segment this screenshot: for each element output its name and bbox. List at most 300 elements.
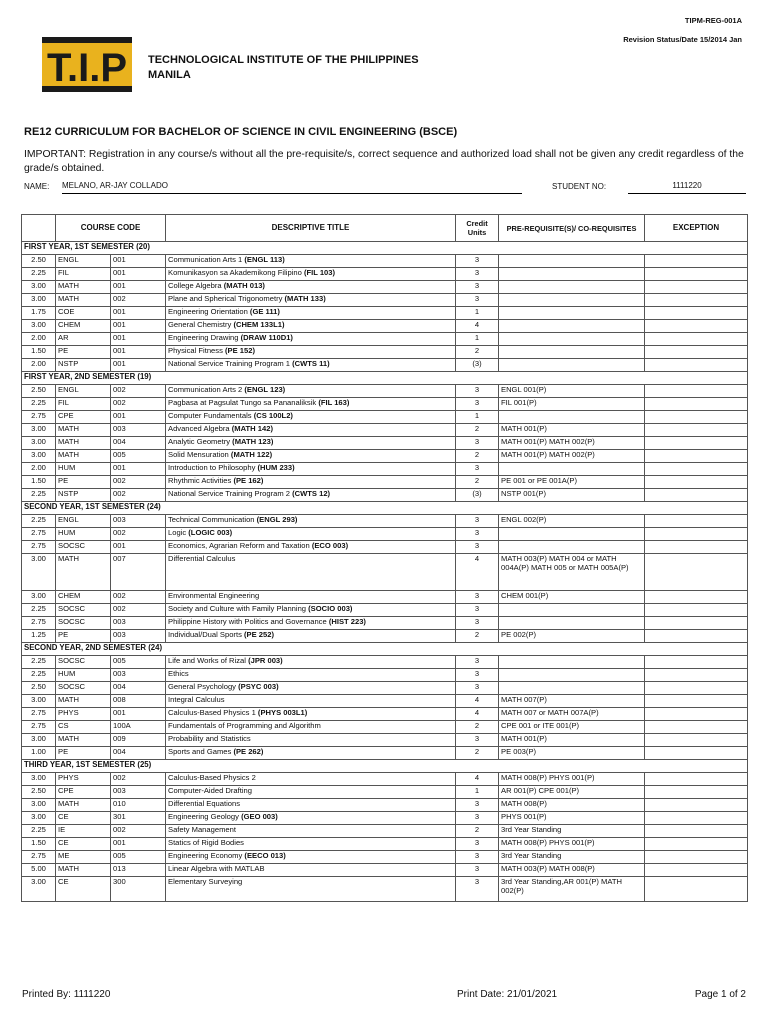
descriptive-title-cell (166, 656, 456, 669)
table-row (22, 682, 748, 695)
prerequisite-cell: 3rd Year Standing (499, 851, 645, 864)
credit-units-cell: 1 (456, 307, 499, 320)
subject-cell: SOCSC (56, 617, 111, 630)
table-row (22, 812, 748, 825)
course-title: Fundamentals of Programming and Algorithm (168, 721, 321, 730)
subject-cell: MATH (56, 450, 111, 463)
prerequisite-cell: MATH 008(P) (499, 799, 645, 812)
credit-units-cell: 3 (456, 385, 499, 398)
grade-cell: 1.75 (22, 307, 56, 320)
course-title: Analytic Geometry (168, 437, 231, 446)
subject-cell: CS (56, 721, 111, 734)
grade-column-header (22, 215, 56, 242)
student-no: 1111220 (628, 180, 746, 194)
exception-cell (645, 838, 748, 851)
credit-units-cell: 4 (456, 320, 499, 333)
descriptive-title-cell (166, 450, 456, 463)
credit-units-cell: 1 (456, 411, 499, 424)
course-title: Ethics (168, 669, 189, 678)
table-row (22, 591, 748, 604)
table-row (22, 864, 748, 877)
page-number: Page 1 of 2 (694, 989, 746, 1000)
course-old-code: (ENGL 113) (244, 255, 285, 264)
subject-cell: HUM (56, 463, 111, 476)
prerequisite-cell: 3rd Year Standing (499, 825, 645, 838)
grade-cell: 3.00 (22, 799, 56, 812)
table-row (22, 320, 748, 333)
course-old-code: (MATH 122) (230, 450, 273, 459)
prerequisite-cell (499, 669, 645, 682)
course-old-code: (HIST 223) (328, 617, 366, 626)
semester-title: SECOND YEAR, 1ST SEMESTER (24) (22, 502, 748, 515)
credit-units-cell: 3 (456, 617, 499, 630)
credit-units-cell: 4 (456, 773, 499, 786)
course-number-cell: 003 (111, 617, 166, 630)
course-number-cell: 004 (111, 747, 166, 760)
subject-cell: SOCSC (56, 656, 111, 669)
course-old-code: (CS 100L2) (253, 411, 293, 420)
subject-cell: PE (56, 476, 111, 489)
course-old-code: (PE 252) (244, 630, 274, 639)
course-title: Differential Equations (168, 799, 241, 808)
student-no-label: STUDENT NO: (552, 182, 607, 191)
table-row (22, 799, 748, 812)
credit-units-cell: 3 (456, 851, 499, 864)
table-row (22, 307, 748, 320)
course-title: Safety Management (168, 825, 236, 834)
prerequisite-cell: MATH 008(P) PHYS 001(P) (499, 773, 645, 786)
course-title: Computer Fundamentals (168, 411, 252, 420)
course-title: Engineering Drawing (168, 333, 239, 342)
course-old-code: (GEO 003) (241, 812, 278, 821)
prerequisite-cell (499, 281, 645, 294)
prerequisite-cell: MATH 007 or MATH 007A(P) (499, 708, 645, 721)
document-title: RE12 CURRICULUM FOR BACHELOR OF SCIENCE IN CIVIL ENGINEERING (BSCE) (24, 126, 458, 138)
course-title: Komunikasyon sa Akademikong Filipino (168, 268, 302, 277)
prerequisite-cell: FIL 001(P) (499, 398, 645, 411)
subject-cell: ENGL (56, 255, 111, 268)
table-row (22, 554, 748, 591)
credit-units-cell: 3 (456, 812, 499, 825)
course-title: College Algebra (168, 281, 222, 290)
logo-lettering: T.I.P (46, 46, 128, 90)
subject-cell: MATH (56, 437, 111, 450)
credit-units-cell: 2 (456, 346, 499, 359)
subject-cell: SOCSC (56, 682, 111, 695)
exception-cell (645, 812, 748, 825)
exception-cell (645, 463, 748, 476)
prerequisites-header: PRE-REQUISITE(S)/ CO-REQUISITES (499, 215, 645, 242)
subject-cell: PE (56, 630, 111, 643)
course-old-code: (PE 262) (233, 747, 264, 756)
prerequisite-cell (499, 359, 645, 372)
exception-cell (645, 669, 748, 682)
descriptive-title-cell (166, 307, 456, 320)
student-name: MELANO, AR-JAY COLLADO (62, 180, 522, 194)
descriptive-title-cell (166, 877, 456, 902)
subject-cell: MATH (56, 799, 111, 812)
grade-cell: 2.25 (22, 825, 56, 838)
course-number-cell: 005 (111, 450, 166, 463)
table-row (22, 708, 748, 721)
table-row (22, 489, 748, 502)
descriptive-title-cell (166, 669, 456, 682)
exception-cell (645, 411, 748, 424)
descriptive-title-cell (166, 294, 456, 307)
prerequisite-cell (499, 682, 645, 695)
descriptive-title-cell (166, 812, 456, 825)
tip-logo (42, 37, 132, 92)
descriptive-title-cell (166, 630, 456, 643)
institute-name: TECHNOLOGICAL INSTITUTE OF THE PHILIPPINES MANILA (148, 54, 419, 81)
course-number-cell: 100A (111, 721, 166, 734)
course-title: Computer-Aided Drafting (168, 786, 252, 795)
grade-cell: 3.00 (22, 734, 56, 747)
course-number-cell: 001 (111, 268, 166, 281)
credit-units-cell: (3) (456, 359, 499, 372)
descriptive-title-cell (166, 424, 456, 437)
credit-units-cell: 2 (456, 747, 499, 760)
course-title: Individual/Dual Sports (168, 630, 242, 639)
table-row (22, 281, 748, 294)
course-title: Sports and Games (168, 747, 232, 756)
subject-cell: ENGL (56, 515, 111, 528)
table-row (22, 463, 748, 476)
exception-cell (645, 476, 748, 489)
course-number-cell: 004 (111, 437, 166, 450)
course-old-code: (SOCIO 003) (308, 604, 353, 613)
course-number-cell: 002 (111, 489, 166, 502)
credit-units-cell: 3 (456, 682, 499, 695)
semester-header-row (22, 502, 748, 515)
subject-cell: CHEM (56, 591, 111, 604)
name-label: NAME: (24, 182, 50, 191)
course-old-code: (ENGL 293) (256, 515, 298, 524)
subject-cell: PE (56, 346, 111, 359)
subject-cell: MATH (56, 864, 111, 877)
course-old-code: (CHEM 133L1) (233, 320, 285, 329)
grade-cell: 2.00 (22, 463, 56, 476)
course-title: Society and Culture with Family Planning (168, 604, 307, 613)
course-number-cell: 001 (111, 359, 166, 372)
course-title: Probability and Statistics (168, 734, 251, 743)
course-number-cell: 004 (111, 682, 166, 695)
exception-cell (645, 541, 748, 554)
course-title: Engineering Economy (168, 851, 243, 860)
course-title: Plane and Spherical Trigonometry (168, 294, 283, 303)
course-old-code: (JPR 003) (248, 656, 283, 665)
exception-cell (645, 864, 748, 877)
subject-cell: CE (56, 838, 111, 851)
prerequisite-cell (499, 656, 645, 669)
prerequisite-cell: PHYS 001(P) (499, 812, 645, 825)
grade-cell: 3.00 (22, 877, 56, 902)
grade-cell: 2.75 (22, 851, 56, 864)
course-number-cell: 003 (111, 669, 166, 682)
subject-cell: HUM (56, 669, 111, 682)
descriptive-title-cell (166, 799, 456, 812)
prerequisite-cell: NSTP 001(P) (499, 489, 645, 502)
course-old-code: (CWTS 12) (292, 489, 331, 498)
credit-units-cell: 4 (456, 554, 499, 591)
course-number-cell: 002 (111, 591, 166, 604)
descriptive-title-cell (166, 554, 456, 591)
prerequisite-cell (499, 411, 645, 424)
prerequisite-cell (499, 604, 645, 617)
credit-units-header: Credit Units (456, 215, 499, 242)
descriptive-title-cell (166, 411, 456, 424)
exception-cell (645, 307, 748, 320)
descriptive-title-cell (166, 476, 456, 489)
grade-cell: 3.00 (22, 320, 56, 333)
prerequisite-cell (499, 255, 645, 268)
course-number-cell: 003 (111, 515, 166, 528)
credit-units-cell: 3 (456, 541, 499, 554)
course-old-code: (PHYS 003L1) (257, 708, 308, 717)
prerequisite-cell (499, 617, 645, 630)
semester-title: THIRD YEAR, 1ST SEMESTER (25) (22, 760, 748, 773)
course-title: Philippine History with Politics and Governance (168, 617, 327, 626)
course-old-code: (ENGL 123) (244, 385, 286, 394)
credit-units-cell: 1 (456, 333, 499, 346)
exception-cell (645, 450, 748, 463)
grade-cell: 2.50 (22, 786, 56, 799)
prerequisite-cell: 3rd Year Standing,AR 001(P) MATH 002(P) (499, 877, 645, 902)
table-row (22, 825, 748, 838)
course-title: Integral Calculus (168, 695, 225, 704)
prerequisite-cell: PE 002(P) (499, 630, 645, 643)
course-title: Life and Works of Rizal (168, 656, 246, 665)
important-notice: IMPORTANT: Registration in any course/s without all the pre-requisite/s, correct sequence and authorized load shall not be given any credit regardless of the grade/s obtained. (24, 149, 744, 174)
grade-cell: 2.25 (22, 489, 56, 502)
course-old-code: (PE 162) (233, 476, 264, 485)
course-old-code: (GE 111) (249, 307, 280, 316)
course-number-cell: 001 (111, 307, 166, 320)
course-number-cell: 009 (111, 734, 166, 747)
table-row (22, 346, 748, 359)
prerequisite-cell: MATH 003(P) MATH 008(P) (499, 864, 645, 877)
prerequisite-cell (499, 541, 645, 554)
prerequisite-cell: CHEM 001(P) (499, 591, 645, 604)
subject-cell: CE (56, 877, 111, 902)
descriptive-title-cell (166, 851, 456, 864)
exception-cell (645, 786, 748, 799)
grade-cell: 2.25 (22, 604, 56, 617)
exception-cell (645, 851, 748, 864)
credit-units-cell: 3 (456, 463, 499, 476)
credit-units-cell: 3 (456, 294, 499, 307)
course-number-cell: 010 (111, 799, 166, 812)
document-id: TIPM-REG-001A (684, 16, 742, 25)
prerequisite-cell: MATH 001(P) (499, 424, 645, 437)
course-old-code: (MATH 142) (231, 424, 273, 433)
credit-units-cell: 3 (456, 515, 499, 528)
grade-cell: 2.75 (22, 708, 56, 721)
grade-cell: 3.00 (22, 294, 56, 307)
course-number-cell: 002 (111, 604, 166, 617)
subject-cell: CE (56, 812, 111, 825)
course-title: General Chemistry (168, 320, 232, 329)
descriptive-title-cell (166, 281, 456, 294)
semester-header-row (22, 242, 748, 255)
subject-cell: PE (56, 747, 111, 760)
course-title: Physical Fitness (168, 346, 223, 355)
course-title: National Service Training Program 1 (168, 359, 290, 368)
exception-cell (645, 630, 748, 643)
table-header-row (22, 215, 748, 242)
descriptive-title-cell (166, 463, 456, 476)
course-number-cell: 001 (111, 333, 166, 346)
table-row (22, 294, 748, 307)
descriptive-title-cell (166, 489, 456, 502)
course-number-cell: 002 (111, 528, 166, 541)
exception-cell (645, 617, 748, 630)
credit-units-cell: 3 (456, 799, 499, 812)
printed-by: Printed By: 1111220 (22, 989, 111, 1000)
course-number-cell: 001 (111, 708, 166, 721)
course-old-code: (DRAW 110D1) (240, 333, 293, 342)
course-title: Engineering Orientation (168, 307, 248, 316)
table-row (22, 773, 748, 786)
descriptive-title-cell (166, 437, 456, 450)
grade-cell: 2.00 (22, 333, 56, 346)
course-number-cell: 003 (111, 424, 166, 437)
credit-units-cell: 2 (456, 450, 499, 463)
exception-cell (645, 359, 748, 372)
course-old-code: (MATH 123) (232, 437, 274, 446)
credit-units-cell: 3 (456, 255, 499, 268)
exception-cell (645, 604, 748, 617)
semester-header-row (22, 760, 748, 773)
grade-cell: 1.00 (22, 747, 56, 760)
prerequisite-cell: ENGL 001(P) (499, 385, 645, 398)
subject-cell: SOCSC (56, 604, 111, 617)
grade-cell: 2.25 (22, 669, 56, 682)
prerequisite-cell: MATH 003(P) MATH 004 or MATH 004A(P) MATH 005 or MATH 005A(P) (499, 554, 645, 591)
course-number-cell: 007 (111, 554, 166, 591)
grade-cell: 2.75 (22, 528, 56, 541)
table-row (22, 734, 748, 747)
subject-cell: CPE (56, 786, 111, 799)
subject-cell: MATH (56, 554, 111, 591)
descriptive-title-cell (166, 721, 456, 734)
prerequisite-cell: MATH 008(P) PHYS 001(P) (499, 838, 645, 851)
descriptive-title-header: DESCRIPTIVE TITLE (166, 215, 456, 242)
credit-units-cell: 3 (456, 398, 499, 411)
table-row (22, 255, 748, 268)
course-number-cell: 001 (111, 320, 166, 333)
credit-units-cell: 2 (456, 825, 499, 838)
course-number-cell: 013 (111, 864, 166, 877)
subject-cell: COE (56, 307, 111, 320)
course-title: Linear Algebra with MATLAB (168, 864, 265, 873)
table-row (22, 630, 748, 643)
exception-cell (645, 554, 748, 591)
grade-cell: 2.75 (22, 617, 56, 630)
course-old-code: (PSYC 003) (238, 682, 279, 691)
exception-cell (645, 695, 748, 708)
subject-cell: ME (56, 851, 111, 864)
prerequisite-cell: PE 001 or PE 001A(P) (499, 476, 645, 489)
subject-cell: MATH (56, 424, 111, 437)
subject-cell: IE (56, 825, 111, 838)
credit-units-cell: 4 (456, 695, 499, 708)
credit-units-cell: (3) (456, 489, 499, 502)
credit-units-cell: 2 (456, 476, 499, 489)
exception-cell (645, 734, 748, 747)
exception-cell (645, 294, 748, 307)
course-old-code: (HUM 233) (257, 463, 295, 472)
subject-cell: CHEM (56, 320, 111, 333)
course-title: Advanced Algebra (168, 424, 230, 433)
table-row (22, 333, 748, 346)
course-title: Logic (168, 528, 187, 537)
subject-cell: SOCSC (56, 541, 111, 554)
credit-units-cell: 3 (456, 268, 499, 281)
grade-cell: 1.50 (22, 346, 56, 359)
descriptive-title-cell (166, 604, 456, 617)
descriptive-title-cell (166, 359, 456, 372)
table-row (22, 786, 748, 799)
descriptive-title-cell (166, 773, 456, 786)
descriptive-title-cell (166, 385, 456, 398)
course-old-code: (MATH 013) (223, 281, 265, 290)
course-number-cell: 003 (111, 786, 166, 799)
descriptive-title-cell (166, 346, 456, 359)
descriptive-title-cell (166, 682, 456, 695)
credit-units-cell: 3 (456, 591, 499, 604)
course-title: National Service Training Program 2 (168, 489, 290, 498)
course-number-cell: 002 (111, 398, 166, 411)
course-code-header: COURSE CODE (56, 215, 166, 242)
exception-cell (645, 333, 748, 346)
exception-header: EXCEPTION (645, 215, 748, 242)
course-title: Calculus-Based Physics 1 (168, 708, 256, 717)
prerequisite-cell: CPE 001 or ITE 001(P) (499, 721, 645, 734)
course-number-cell: 002 (111, 825, 166, 838)
credit-units-cell: 3 (456, 528, 499, 541)
grade-cell: 5.00 (22, 864, 56, 877)
course-title: Differential Calculus (168, 554, 236, 563)
subject-cell: MATH (56, 695, 111, 708)
subject-cell: MATH (56, 281, 111, 294)
descriptive-title-cell (166, 747, 456, 760)
credit-units-cell: 2 (456, 630, 499, 643)
course-number-cell: 301 (111, 812, 166, 825)
grade-cell: 2.75 (22, 411, 56, 424)
exception-cell (645, 320, 748, 333)
subject-cell: CPE (56, 411, 111, 424)
table-row (22, 877, 748, 902)
descriptive-title-cell (166, 320, 456, 333)
descriptive-title-cell (166, 786, 456, 799)
semester-title: FIRST YEAR, 2ND SEMESTER (19) (22, 372, 748, 385)
exception-cell (645, 398, 748, 411)
course-number-cell: 002 (111, 294, 166, 307)
exception-cell (645, 346, 748, 359)
credit-units-cell: 3 (456, 281, 499, 294)
course-title: Communication Arts 1 (168, 255, 243, 264)
exception-cell (645, 877, 748, 902)
exception-cell (645, 656, 748, 669)
credit-units-cell: 3 (456, 656, 499, 669)
prerequisite-cell (499, 528, 645, 541)
grade-cell: 3.00 (22, 773, 56, 786)
exception-cell (645, 682, 748, 695)
table-row (22, 695, 748, 708)
course-title: Technical Communication (168, 515, 255, 524)
prerequisite-cell: MATH 001(P) MATH 002(P) (499, 450, 645, 463)
